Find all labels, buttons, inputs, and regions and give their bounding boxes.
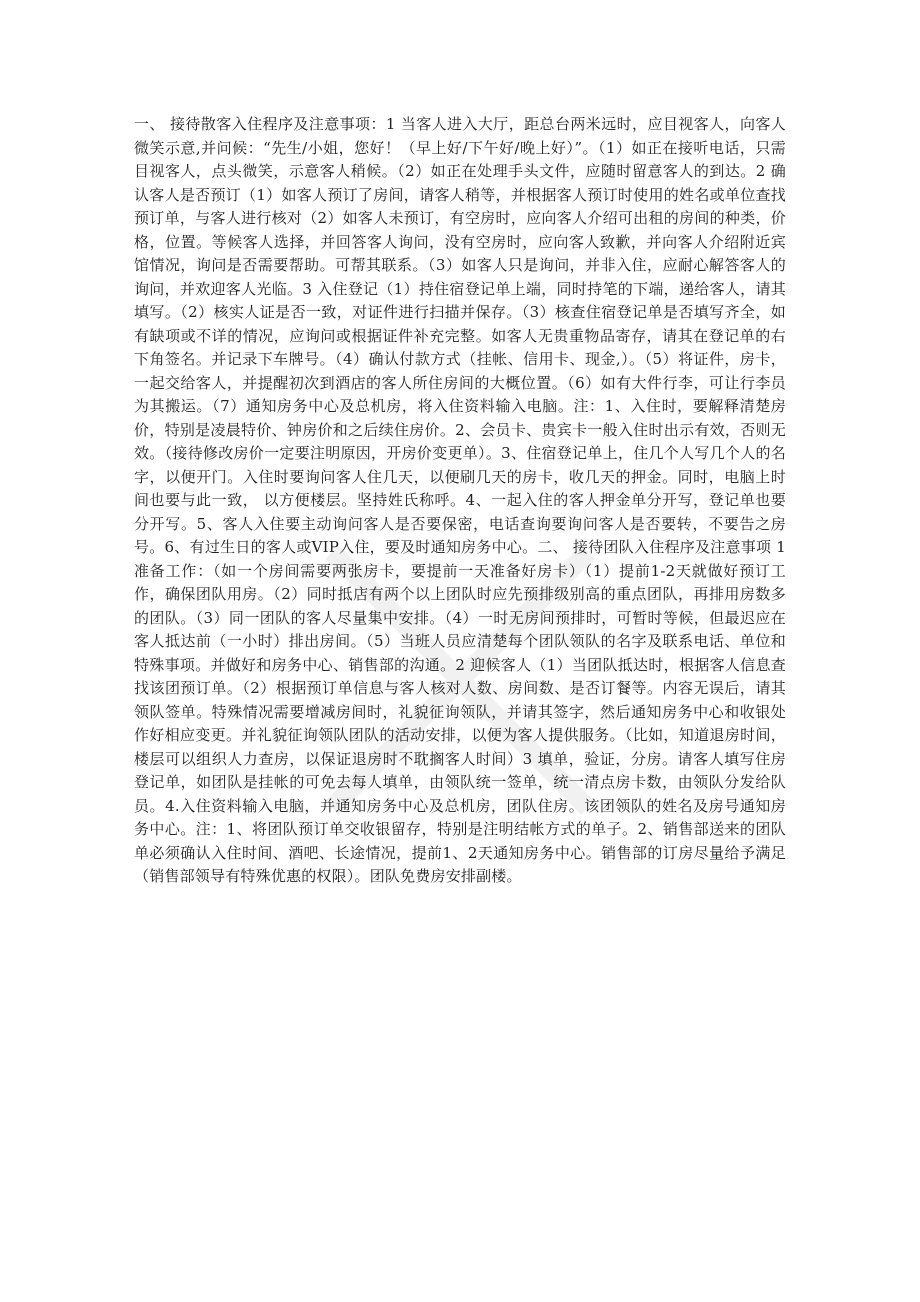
body-paragraph: 一、 接待散客入住程序及注意事项：1 当客人进入大厅，距总台两米远时，应目视客人，向客人微笑示意,并问候：“先生/小姐，您好！（早上好/下午好/晚上好）”。（1）如正在接听电话，只需目视客人，点头微笑，示意客人稍候。（2）如正在处理手头文件，应随时留意客人的到达。2 确认客人是否预订（1）如客人预订了房间，请客人稍等，并根据客人预订时使用的姓名或单位查找预订单，与客人进行核对（2）如客人未预订，有空房时，应向客人介绍可出租的房间的种类，价格，位置。等候客人选择，并回答客人询问，没有空房时，应向客人致歉，并向客人介绍附近宾馆情况，询问是否需要帮助。可帮其联系。（3）如客人只是询问，并非入住，应耐心解答客人的询问，并欢迎客人光临。3 入住登记（1）持住宿登记单上端，同时持笔的下端，递给客人，请其填写。（2）核实人证是否一致，对证件进行扫描并保存。（3）核查住宿登记单是否填写齐全，如有缺项或不详的情况，应询问或根据证件补充完整。如客人无贵重物品寄存，请其在登记单的右下角签名。并记录下车牌号。（4）确认付款方式（挂帐、信用卡、现金,）。（5）将证件，房卡，一起交给客人，并提醒初次到酒店的客人所住房间的大概位置。（6）如有大件行李，可让行李员为其搬运。（7）通知房务中心及总机房，将入住资料输入电脑。注：1、入住时，要解释清楚房价，特别是凌晨特价、钟房价和之后续住房价。2、会员卡、贵宾卡一般入住时出示有效，否则无效。（接待修改房价一定要注明原因，开房价变更单）。3、住宿登记单上，住几个人写几个人的名字，以便开门。入住时要询问客人住几天，以便刷几天的房卡，收几天的押金。同时，电脑上时间也要与此一致， 以方便楼层。坚持姓氏称呼。4、一起入住的客人押金单分开写，登记单也要分开写。5、客人入住要主动询问客人是否要保密，电话查询要询问客人是否要转，不要告之房号。6、有过生日的客人或VIP入住，要及时通知房务中心。二、 接待团队入住程序及注意事项 1 准备工作：（如一个房间需要两张房卡，要提前一天准备好房卡）（1）提前1-2天就做好预订工作，确保团队用房。（2）同时抵店有两个以上团队时应先预排级别高的重点团队，再排用房数多的团队。（3）同一团队的客人尽量集中安排。（4）一时无房间预排时，可暂时等候，但最迟应在客人抵达前（一小时）排出房间。（5）当班人员应清楚每个团队领队的名字及联系电话、单位和特殊事项。并做好和房务中心、销售部的沟通。2 迎候客人（1）当团队抵达时，根据客人信息查找该团预订单。（2）根据预订单信息与客人核对人数、房间数、是否订餐等。内容无误后，请其领队签单。特殊情况需要增减房间时，礼貌征询领队，并请其签字，然后通知房务中心和收银处作好相应变更。并礼貌征询领队团队的活动安排，以便为客人提供服务。（比如，知道退房时间，楼层可以组织人力查房，以保证退房时不耽搁客人时间）3 填单，验证，分房。请客人填写住房登记单，如团队是挂帐的可免去每人填单，由领队统一签单，统一清点房卡数，由领队分发给队员。4.入住资料输入电脑，并通知房务中心及总机房，团队住房。该团领队的姓名及房号通知房务中心。注：1、将团队预订单交收银留存，特别是注明结帐方式的单子。2、销售部送来的团队单必须确认入住时间、酒吧、长途情况，提前1、2天通知房务中心。销售部的订房尽量给予满足（销售部领导有特殊优惠的权限）。团队免费房安排副楼。 — [134, 115, 786, 885]
document-body — [134, 113, 786, 889]
